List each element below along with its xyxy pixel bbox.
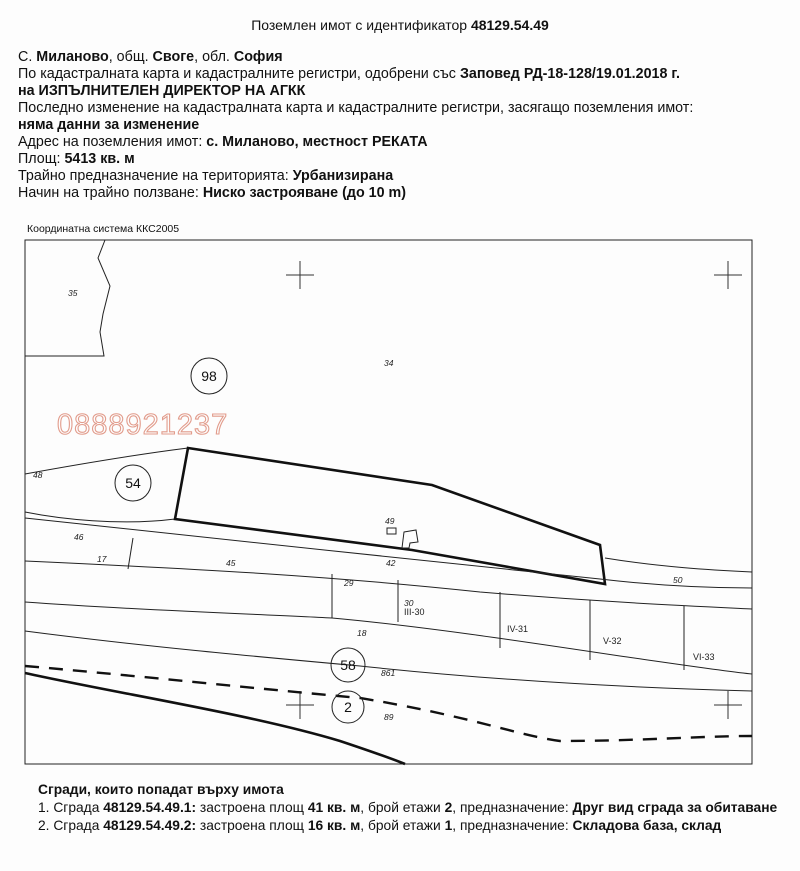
- buildings-heading: [38, 781, 788, 799]
- property-identifier: 48129.54.49: [470, 17, 549, 33]
- purpose-line: [18, 168, 788, 185]
- area-label: Площ:: [18, 151, 61, 167]
- building-id: 48129.54.49.1:: [103, 800, 197, 815]
- parcel-divider: [128, 538, 133, 569]
- parcel-label: 89: [384, 712, 394, 722]
- order-number: Заповед РД-18-128/19.01.2018 г.: [459, 66, 680, 82]
- parcel-label: 18: [357, 628, 367, 638]
- grid-cross-icon: [714, 261, 742, 289]
- building-entry-1: [38, 799, 788, 817]
- building-area: 41 кв. м: [307, 800, 361, 815]
- issuer-line: [18, 83, 788, 100]
- parcel-label: 48: [33, 470, 43, 480]
- circled-number: [191, 358, 227, 394]
- purpose-label: Трайно предназначение на територията:: [18, 168, 289, 184]
- location-line: [18, 49, 788, 66]
- usage-label: Начин на трайно ползване:: [18, 185, 199, 201]
- usage-value: Ниско застрояване (до 10 m): [202, 185, 406, 201]
- circled-number: [115, 465, 151, 501]
- grid-cross-icon: [286, 261, 314, 289]
- building-prefix: 1. Сграда: [38, 800, 100, 815]
- cadastral-map-line: [18, 66, 788, 83]
- parcel-boundary: [25, 448, 188, 474]
- parcel-boundary: [25, 240, 110, 356]
- road-line: [605, 558, 752, 572]
- floors-label: , брой етажи: [360, 800, 441, 815]
- parcel-label: 46: [74, 532, 84, 542]
- circled-number: [331, 648, 365, 682]
- region: София: [233, 49, 283, 65]
- building-entry-2: [38, 817, 788, 835]
- issuer: на ИЗПЪЛНИТЕЛЕН ДИРЕКТОР НА АГКК: [18, 83, 306, 99]
- building-1: [387, 528, 396, 534]
- village: Миланово: [36, 49, 109, 65]
- svg-text:2: 2: [344, 699, 352, 715]
- purpose-label: , предназначение:: [452, 800, 569, 815]
- parcel-label: 42: [386, 558, 396, 568]
- area-label: застроена площ: [199, 800, 304, 815]
- parcel-label: 29: [344, 578, 354, 588]
- title-prefix: Поземлен имот с идентификатор: [251, 17, 468, 33]
- buildings-heading-text: Сгради, които попадат върху имота: [38, 782, 284, 797]
- parcel-label: V-32: [603, 636, 622, 646]
- property-info: [18, 49, 788, 202]
- parcel-label: 49: [385, 516, 395, 526]
- building-purpose: Складова база, склад: [572, 818, 722, 833]
- river-boundary: [25, 673, 405, 764]
- purpose-label: , предназначение:: [452, 818, 569, 833]
- municipality: Своге: [152, 49, 195, 65]
- parcel-label: VI-33: [693, 652, 715, 662]
- building-id: 48129.54.49.2:: [103, 818, 197, 833]
- area-line: [18, 151, 788, 168]
- svg-text:98: 98: [201, 368, 217, 384]
- address-line: [18, 134, 788, 151]
- svg-text:54: 54: [125, 475, 141, 491]
- watermark-phone: 0888921237: [57, 409, 229, 441]
- parcel-label: 45: [226, 558, 236, 568]
- road-line: [25, 561, 752, 609]
- cadastral-map: [0, 236, 800, 766]
- last-change-value-line: [18, 117, 788, 134]
- parcel-label: III-30: [404, 607, 425, 617]
- building-2: [402, 530, 418, 548]
- document-title: [0, 17, 800, 33]
- parcel-label: 861: [381, 668, 396, 678]
- usage-line: [18, 185, 788, 202]
- svg-text:58: 58: [340, 657, 356, 673]
- grid-cross-icon: [286, 691, 314, 719]
- buildings-section: [38, 781, 788, 835]
- region-label: , обл.: [194, 49, 230, 65]
- last-change-value: няма данни за изменение: [18, 117, 200, 133]
- parcel-label: 17: [97, 554, 107, 564]
- area-label: застроена площ: [199, 818, 304, 833]
- municipality-label: , общ.: [108, 49, 149, 65]
- parcel-label: IV-31: [507, 624, 529, 634]
- parcel-label: 34: [384, 358, 394, 368]
- parcel-label: 35: [68, 288, 78, 298]
- address-value: с. Миланово, местност РЕКАТА: [206, 134, 428, 150]
- parcel-label: 50: [673, 575, 683, 585]
- grid-cross-icon: [714, 691, 742, 719]
- area-value: 5413 кв. м: [64, 151, 135, 167]
- parcel-label: 30: [404, 598, 414, 608]
- coordinate-system-label: Координатна система ККС2005: [27, 223, 180, 235]
- road-line: [25, 602, 752, 674]
- last-change-label: Последно изменение на кадастралната карта и кадастралните регистри, засягащо поземления имот:: [18, 100, 694, 116]
- building-floors: 1: [444, 818, 453, 833]
- building-floors: 2: [444, 800, 453, 815]
- building-purpose: Друг вид сграда за обитаване: [572, 800, 778, 815]
- road-line: [25, 631, 752, 691]
- building-prefix: 2. Сграда: [38, 818, 100, 833]
- purpose-value: Урбанизирана: [292, 168, 394, 184]
- address-label: Адрес на поземления имот:: [18, 134, 203, 150]
- building-area: 16 кв. м: [307, 818, 361, 833]
- map-intro: По кадастралната карта и кадастралните регистри, одобрени със: [18, 66, 456, 82]
- floors-label: , брой етажи: [360, 818, 441, 833]
- map-frame: [25, 240, 752, 764]
- place-prefix: С.: [18, 49, 33, 65]
